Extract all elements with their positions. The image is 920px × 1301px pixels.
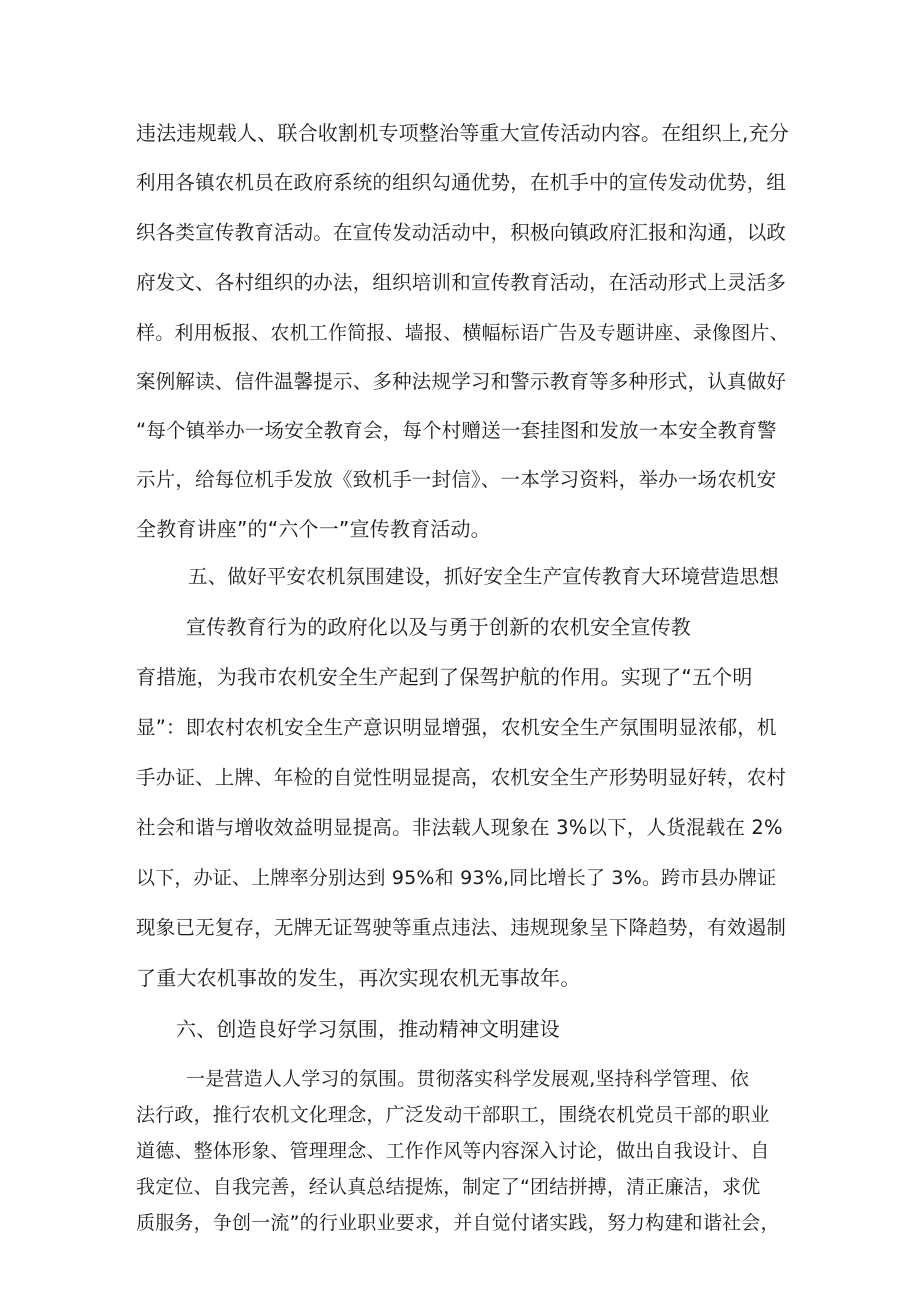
text-line: 社会和谐与增收效益明显提高。非法载人现象在 3%以下，人货混载在 2%	[136, 816, 783, 839]
text-line: 宣传教育行为的政府化以及与勇于创新的农机安全宣传教	[186, 615, 691, 639]
text-line: 显”：即农村农机安全生产意识明显增强，农机安全生产氛围明显浓郁，机	[136, 716, 777, 739]
text-line: 案例解读、信件温馨提示、多种法规学习和警示教育等多种形式，认真做好	[136, 370, 787, 393]
text-line: 全教育讲座”的“六个一”宣传教育活动。	[136, 517, 491, 541]
text-line: 违法违规载人、联合收割机专项整治等重大宣传活动内容。在组织上,充分	[136, 121, 789, 145]
text-line: 了重大农机事故的发生，再次实现农机无事故年。	[136, 966, 581, 990]
text-line: 以下，办证、上牌率分别达到 95%和 93%,同比增长了 3%。跨市县办牌证	[136, 867, 777, 889]
section-heading-six: 六、创造良好学习氛围，推动精神文明建设	[176, 1017, 560, 1041]
text-line: 织各类宣传教育活动。在宣传发动活动中，积极向镇政府汇报和沟通，以政	[136, 221, 787, 244]
text-line: 质服务，争创一流”的行业职业要求，并自觉付诸实践，努力构建和谐社会，	[136, 1212, 780, 1234]
text-line: 府发文、各村组织的办法，组织培训和宣传教育活动，在活动形式上灵活多	[136, 271, 787, 294]
text-line: 育措施，为我市农机安全生产起到了保驾护航的作用。实现了“五个明	[136, 665, 753, 689]
text-line: 样。利用板报、农机工作简报、墙报、横幅标语广告及专题讲座、录像图片、	[136, 322, 789, 344]
text-line: 我定位、自我完善，经认真总结提炼，制定了“团结拼搏，清正廉洁，求优	[136, 1176, 761, 1198]
text-line: 手办证、上牌、年检的自觉性明显提高，农机安全生产形势明显好转，农村	[136, 766, 787, 789]
text-line: 利用各镇农机员在政府系统的组织勾通优势，在机手中的宣传发动优势，组	[136, 171, 787, 194]
section-heading-five: 五、做好平安农机氛围建设，抓好安全生产宣传教育大环境营造思想	[188, 565, 780, 588]
text-line: 法行政，推行农机文化理念，广泛发动干部职工，围绕农机党员干部的职业	[136, 1104, 770, 1126]
text-line: 示片，给每位机手发放《致机手一封信》、一本学习资料，举办一场农机安	[136, 468, 777, 491]
text-line: 道德、整体形象、管理理念、工作作风等内容深入讨论，做出自我设计、自	[136, 1140, 770, 1162]
text-line: 一是营造人人学习的氛围。贯彻落实科学发展观,坚持科学管理、依	[186, 1068, 750, 1090]
text-line: 现象已无复存，无牌无证驾驶等重点违法、违规现象呈下降趋势，有效遏制	[136, 916, 787, 939]
text-line: “每个镇举办一场安全教育会，每个村赠送一套挂图和发放一本安全教育警	[136, 419, 777, 442]
